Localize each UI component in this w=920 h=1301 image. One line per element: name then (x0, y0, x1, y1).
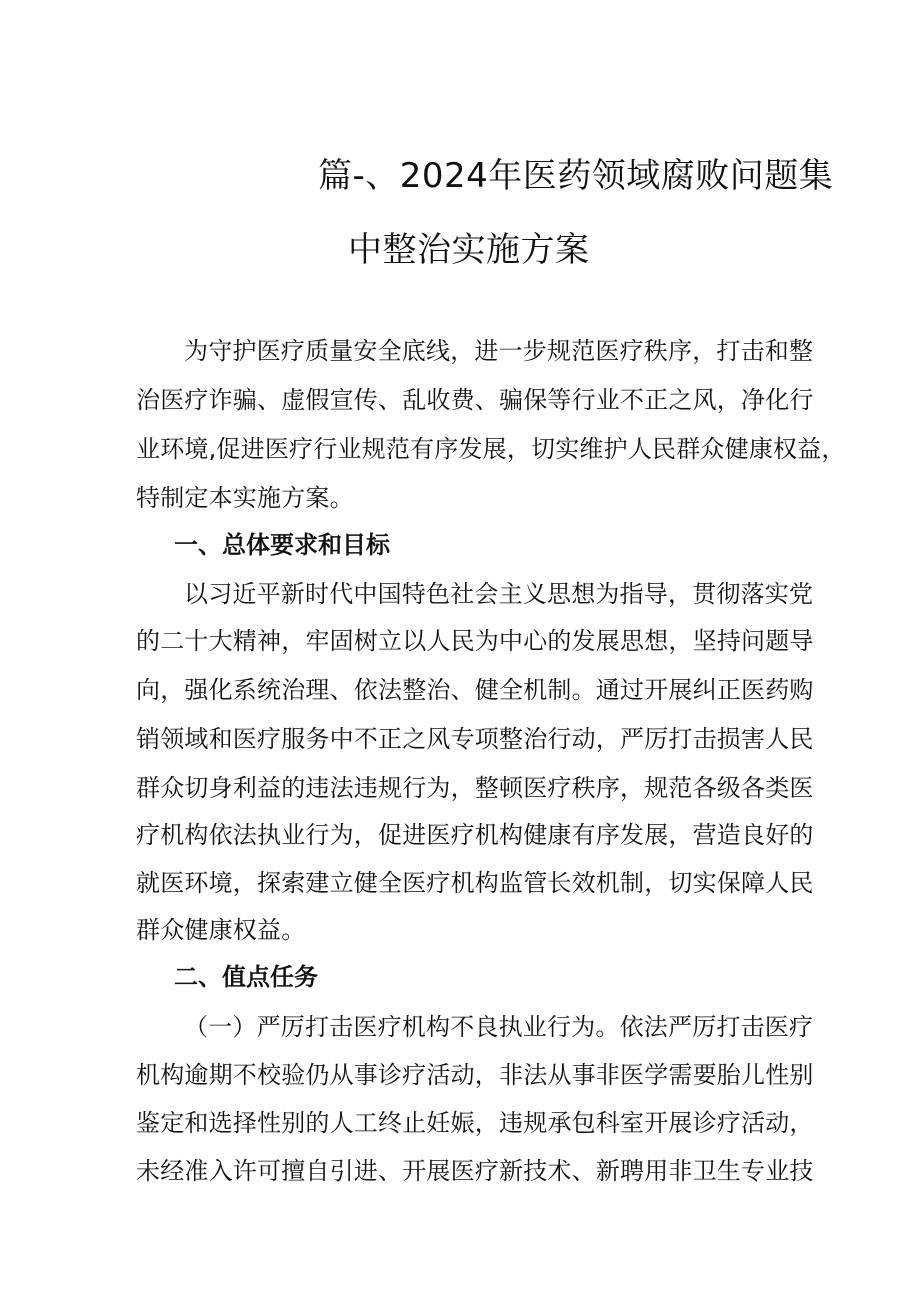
section-1-paragraph-line: 就医环境，探索建立健全医疗机构监管长效机制，切实保障人民 (136, 869, 814, 897)
section-2-paragraph-line: 未经准入许可擅自引进、开展医疗新技术、新聘用非卫生专业技 (136, 1157, 814, 1185)
section-2-heading: 二、值点任务 (174, 963, 318, 991)
intro-paragraph-line: 特制定本实施方案。 (136, 484, 354, 512)
section-1-paragraph-line: 向，强化系统治理、依法整治、健全机制。通过开展纠正医药购 (136, 676, 814, 704)
intro-paragraph-line: 为守护医疗质量安全底线，进一步规范医疗秩序，打击和整 (184, 337, 814, 365)
intro-paragraph-line: 治医疗诈骗、虚假宣传、乱收费、骗保等行业不正之风，净化行 (136, 386, 814, 414)
document-title-line-1: 篇-、2024年医药领域腐败问题集 (318, 156, 834, 196)
section-1-heading: 一、总体要求和目标 (174, 531, 390, 559)
section-1-paragraph-line: 群众切身利益的违法违规行为，整顿医疗秩序，规范各级各类医 (136, 774, 814, 802)
section-1-paragraph-line: 疗机构依法执业行为，促进医疗机构健康有序发展，营造良好的 (136, 821, 814, 849)
section-1-paragraph-line: 群众健康权益。 (136, 916, 306, 944)
section-1-paragraph-line: 的二十大精神，牢固树立以人民为中心的发展思想，坚持问题导 (136, 627, 814, 655)
section-1-paragraph-line: 以习近平新时代中国特色社会主义思想为指导，贯彻落实党 (184, 580, 814, 608)
section-2-paragraph-line: 机构逾期不校验仍从事诊疗活动，非法从事非医学需要胎儿性别 (136, 1061, 814, 1089)
section-2-paragraph-line: （一）严厉打击医疗机构不良执业行为。依法严厉打击医疗 (184, 1013, 814, 1041)
document-title-line-2: 中整治实施方案 (348, 230, 590, 270)
section-1-paragraph-line: 销领域和医疗服务中不正之风专项整治行动，严厉打击损害人民 (136, 725, 814, 753)
section-2-paragraph-line: 鉴定和选择性别的人工终止妊娠，违规承包科室开展诊疗活动， (136, 1109, 814, 1137)
intro-paragraph-line: 业环境,促进医疗行业规范有序发展，切实维护人民群众健康权益， (136, 435, 846, 463)
